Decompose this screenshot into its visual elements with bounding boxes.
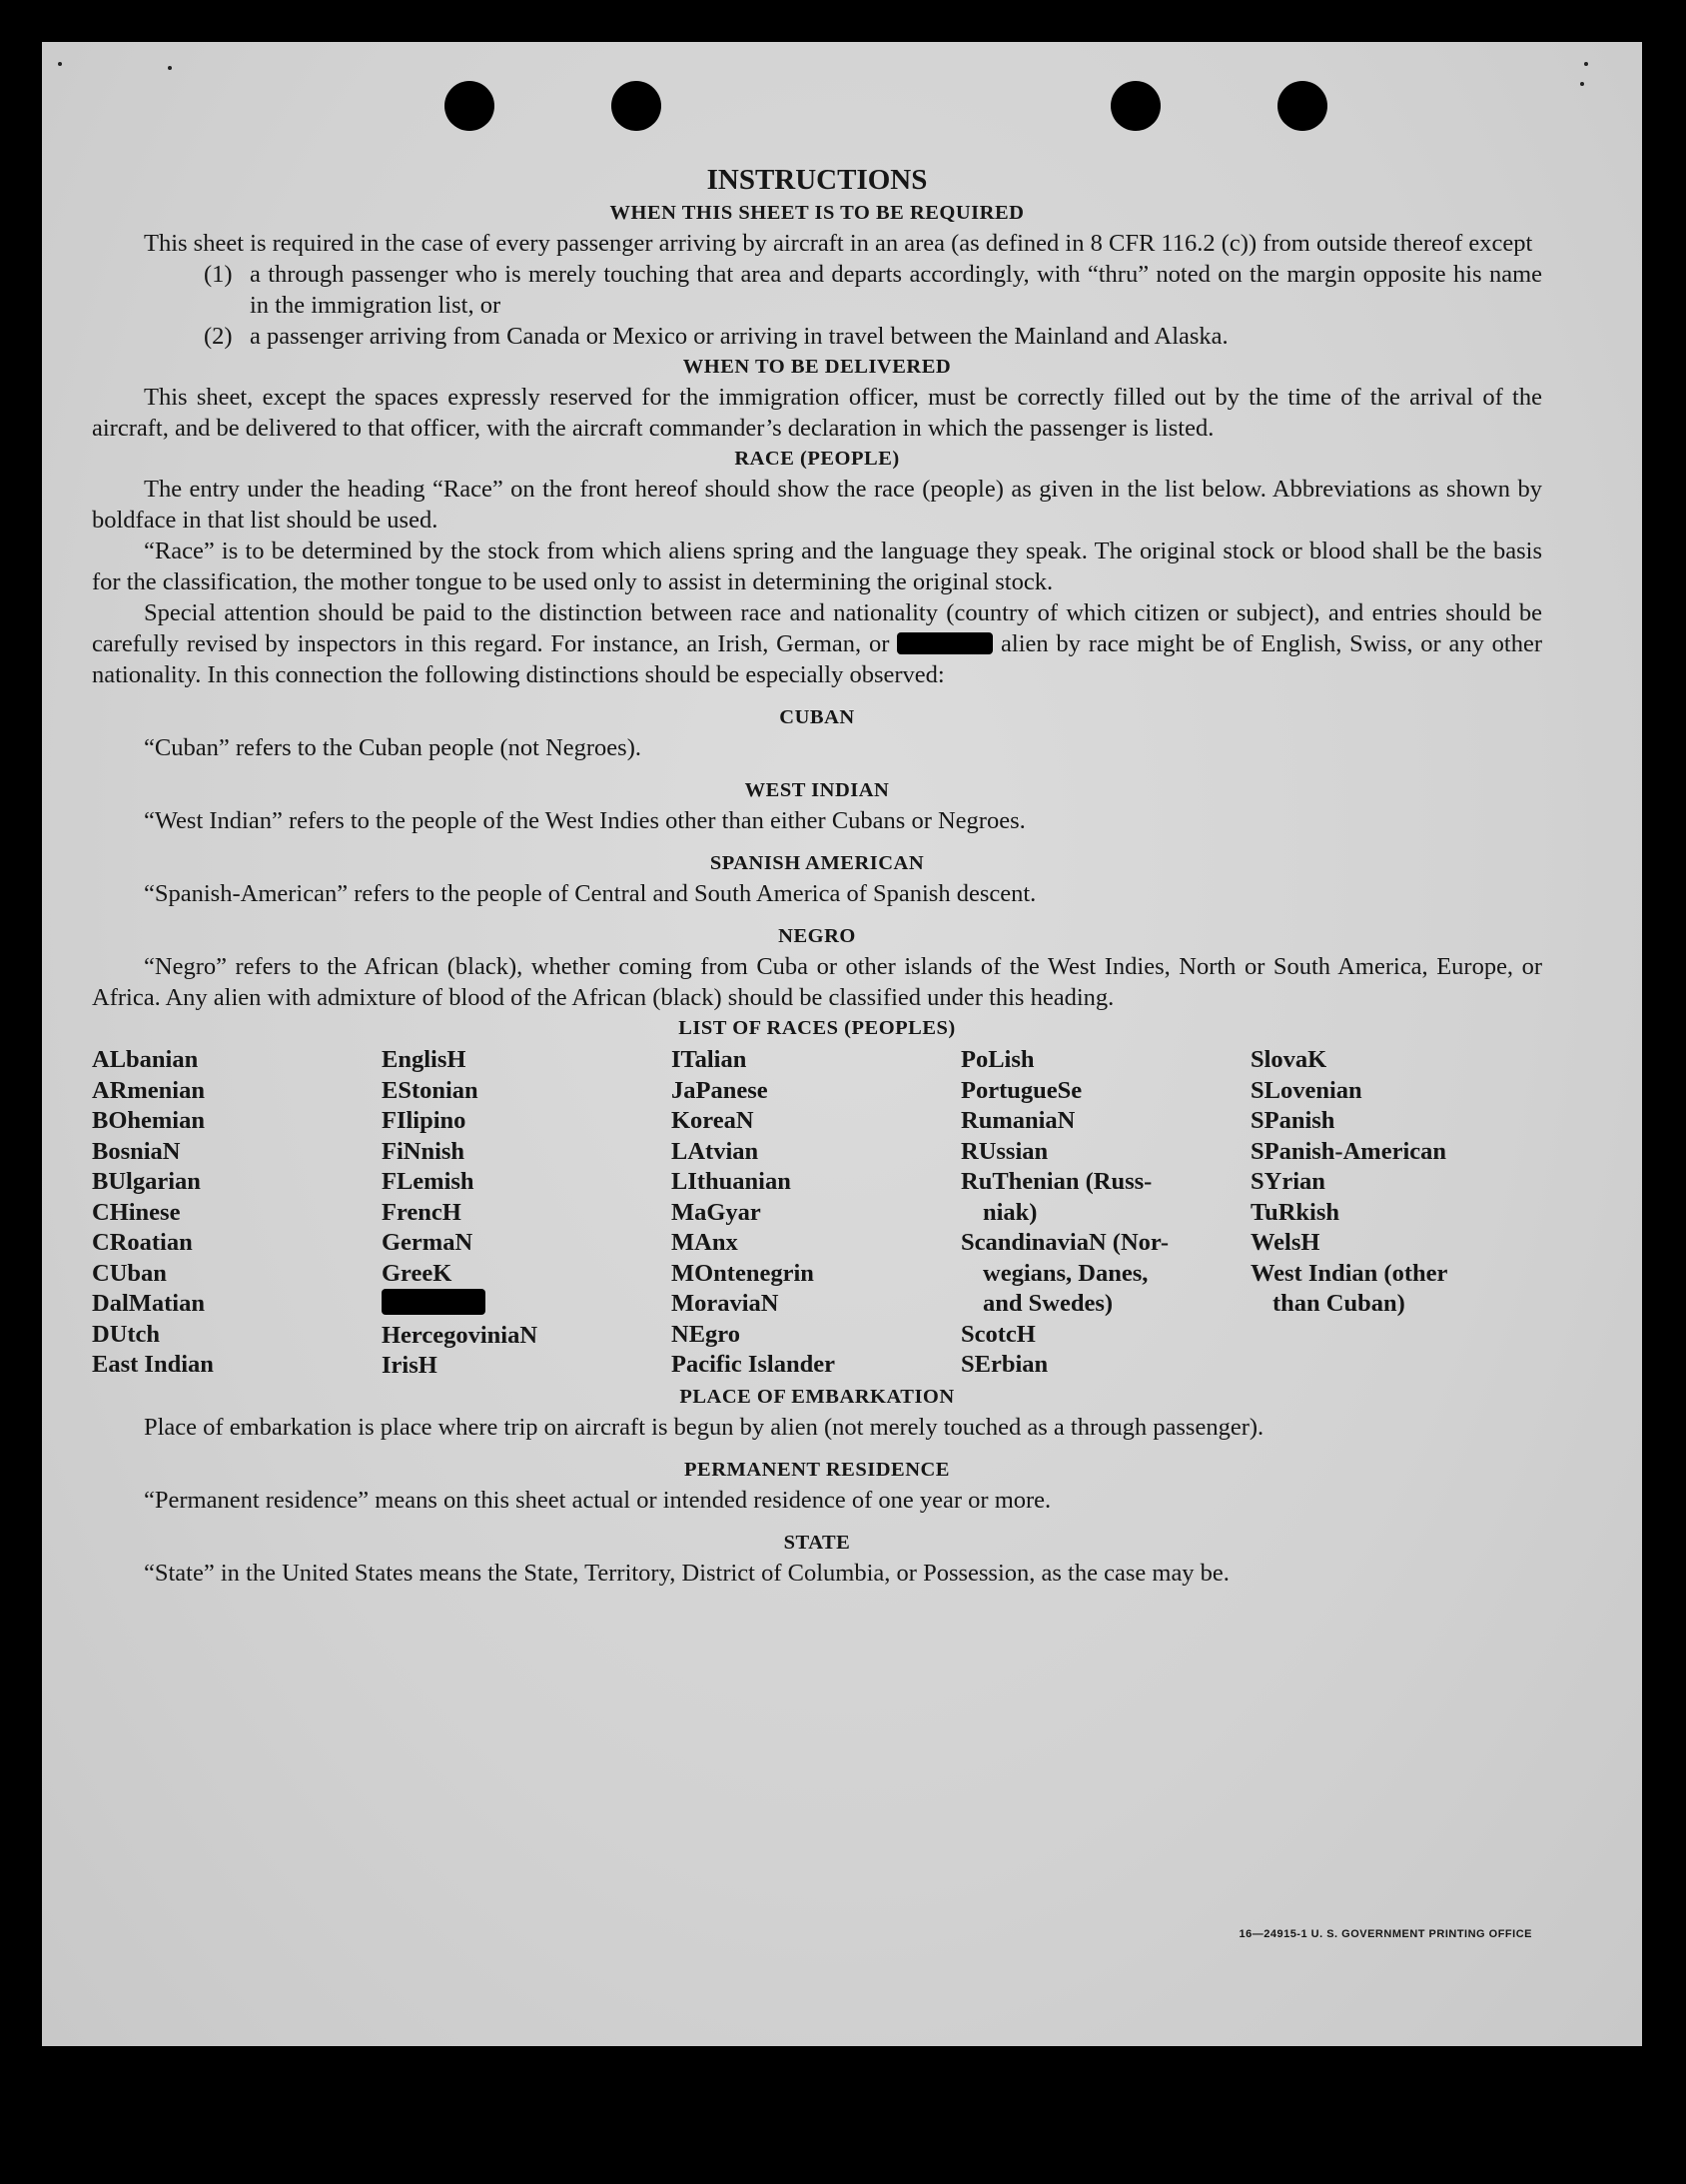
item-number: (1): [204, 261, 233, 288]
paragraph: “Permanent residence” means on this sheet actual or intended residence of one year or more.: [144, 1486, 1052, 1514]
section-heading: LIST OF RACES (PEOPLES): [678, 1017, 956, 1039]
race-entry: ScandinaviaN (Nor-: [961, 1229, 1170, 1256]
race-entry: SPanish: [1251, 1107, 1335, 1134]
paragraph: “West Indian” refers to the people of the West Indies other than either Cubans or Negroes.: [144, 807, 1026, 834]
race-column: [671, 1045, 961, 1382]
race-entry: ScotcH: [961, 1320, 1036, 1348]
race-entry: CHinese: [92, 1198, 181, 1226]
race-entry: JaPanese: [671, 1076, 768, 1104]
race-entry: NEgro: [671, 1320, 740, 1348]
paragraph: “Spanish-American” refers to the people of Central and South America of Spanish descent.: [144, 880, 1037, 907]
redaction-mark: [382, 1289, 671, 1321]
punch-hole: [444, 81, 494, 131]
paragraph: “State” in the United States means the State, Territory, District of Columbia, or Possession, as the case may be.: [144, 1559, 1230, 1587]
race-entry: SYrian: [1251, 1168, 1325, 1195]
race-entry: niak): [983, 1198, 1038, 1226]
section-heading: STATE: [783, 1531, 851, 1554]
race-entry: WelsH: [1251, 1229, 1320, 1256]
list-item: [92, 321, 1542, 352]
race-entry: RUssian: [961, 1137, 1049, 1165]
paragraph: “Negro” refers to the African (black), whether coming from Cuba or other islands of the West Indies, North or South America, Europe, or Africa. Any alien with admixture of blood of the African (black) should be classified under this heading.: [92, 953, 1542, 1011]
race-entry: MoraviaN: [671, 1290, 779, 1317]
paragraph: This sheet, except the spaces expressly reserved for the immigration officer, must be correctly filled out by the time of the arrival of the aircraft, and be delivered to that officer, with the aircraft commander’s declaration in which the passenger is listed.: [92, 384, 1542, 442]
section-heading: PLACE OF EMBARKATION: [679, 1385, 955, 1408]
race-entry: RumaniaN: [961, 1107, 1076, 1134]
race-entry: EnglisH: [382, 1046, 466, 1073]
race-entry: PoLish: [961, 1046, 1035, 1073]
section-heading: WEST INDIAN: [744, 779, 890, 801]
redaction-mark: [897, 632, 993, 654]
section-heading: SPANISH AMERICAN: [709, 852, 925, 874]
race-entry: BosniaN: [92, 1137, 181, 1165]
section-heading: WHEN THIS SHEET IS TO BE REQUIRED: [609, 202, 1025, 224]
race-entry: than Cuban): [1272, 1290, 1405, 1317]
race-entry: LIthuanian: [671, 1168, 791, 1195]
race-entry: EStonian: [382, 1076, 478, 1104]
race-entry: wegians, Danes,: [983, 1259, 1149, 1287]
item-text: a passenger arriving from Canada or Mexico or arriving in travel between the Mainland and Alaska.: [250, 323, 1229, 350]
race-entry: GermaN: [382, 1229, 473, 1256]
race-entry: MaGyar: [671, 1198, 761, 1226]
race-entry: KoreaN: [671, 1107, 754, 1134]
race-entry: FiNnish: [382, 1137, 465, 1165]
race-entry: HercegoviniaN: [382, 1321, 538, 1349]
race-entry: DUtch: [92, 1320, 161, 1348]
race-entry: SLovenian: [1251, 1076, 1362, 1104]
race-entry: FrencH: [382, 1198, 461, 1226]
printer-imprint: 16—24915-1 U. S. GOVERNMENT PRINTING OFFICE: [1239, 1928, 1532, 1940]
race-entry: DalMatian: [92, 1290, 205, 1317]
punch-hole: [1277, 81, 1327, 131]
document-page: [42, 42, 1642, 2046]
paragraph-text: alien by race might be of English, Swiss, or any other nationality. In this connection the following distinctions should be especially observed:: [92, 630, 1543, 688]
race-entry: FLemish: [382, 1168, 474, 1195]
race-column: [382, 1045, 671, 1382]
race-entry: RuThenian (Russ-: [961, 1168, 1153, 1195]
race-entry: ALbanian: [92, 1046, 199, 1073]
race-entry: LAtvian: [671, 1137, 759, 1165]
section-heading: PERMANENT RESIDENCE: [684, 1458, 950, 1481]
paragraph: Place of embarkation is place where trip on aircraft is begun by alien (not merely touched as a through passenger).: [144, 1413, 1264, 1441]
section-heading: NEGRO: [778, 925, 856, 947]
item-number: (2): [204, 323, 233, 350]
section-heading: CUBAN: [779, 706, 855, 728]
race-entry: ARmenian: [92, 1076, 205, 1104]
section-heading: RACE (PEOPLE): [734, 448, 900, 470]
list-item: [92, 259, 1542, 321]
paragraph-text: Special attention should be paid to the distinction between race and nationality (country of which citizen or subject), and entries should be carefully revised by inspectors in this regard. For instance, an Irish, German, or: [92, 599, 1542, 657]
race-entry: BUlgarian: [92, 1168, 201, 1195]
race-entry: BOhemian: [92, 1107, 205, 1134]
race-entry: MOntenegrin: [671, 1259, 814, 1287]
race-entry: and Swedes): [983, 1290, 1114, 1317]
race-entry: SlovaK: [1251, 1046, 1327, 1073]
paragraph: “Race” is to be determined by the stock from which aliens spring and the language they speak. The original stock or blood shall be the basis for the classification, the mother tongue to be used only to assist in determining the original stock.: [92, 538, 1542, 595]
race-column: [961, 1045, 1251, 1382]
race-entry: CUban: [92, 1259, 167, 1287]
race-entry: ITalian: [671, 1046, 747, 1073]
paragraph: The entry under the heading “Race” on the front hereof should show the race (people) as given in the list below. Abbreviations as shown by boldface in that list should be used.: [92, 476, 1542, 534]
race-entry: West Indian (other: [1251, 1259, 1448, 1287]
race-entry: PortugueSe: [961, 1076, 1083, 1104]
race-entry: Pacific Islander: [671, 1351, 835, 1378]
paragraph: “Cuban” refers to the Cuban people (not Negroes).: [144, 734, 641, 761]
race-entry: TuRkish: [1251, 1198, 1340, 1226]
race-entry: SPanish-American: [1251, 1137, 1446, 1165]
race-entry: IrisH: [382, 1352, 437, 1379]
race-entry: East Indian: [92, 1351, 214, 1378]
race-entry: CRoatian: [92, 1229, 193, 1256]
race-column: [92, 1045, 382, 1382]
race-entry: GreeK: [382, 1259, 452, 1287]
punch-hole: [611, 81, 661, 131]
section-heading: WHEN TO BE DELIVERED: [682, 356, 952, 378]
item-text: a through passenger who is merely touching that area and departs accordingly, with “thru” noted on the margin opposite his name in the immigration list, or: [250, 261, 1542, 319]
paragraph: [92, 597, 1542, 690]
paragraph: This sheet is required in the case of every passenger arriving by aircraft in an area (as defined in 8 CFR 116.2 (c)) from outside thereof except: [144, 230, 1533, 257]
punch-hole: [1111, 81, 1161, 131]
race-entry: MAnx: [671, 1229, 738, 1256]
race-entry: SErbian: [961, 1351, 1049, 1378]
race-entry: FIlipino: [382, 1107, 466, 1134]
race-column: [1251, 1045, 1500, 1382]
instructions-body: [92, 162, 1542, 1589]
page-title: INSTRUCTIONS: [706, 164, 928, 196]
race-list: [92, 1045, 1542, 1382]
